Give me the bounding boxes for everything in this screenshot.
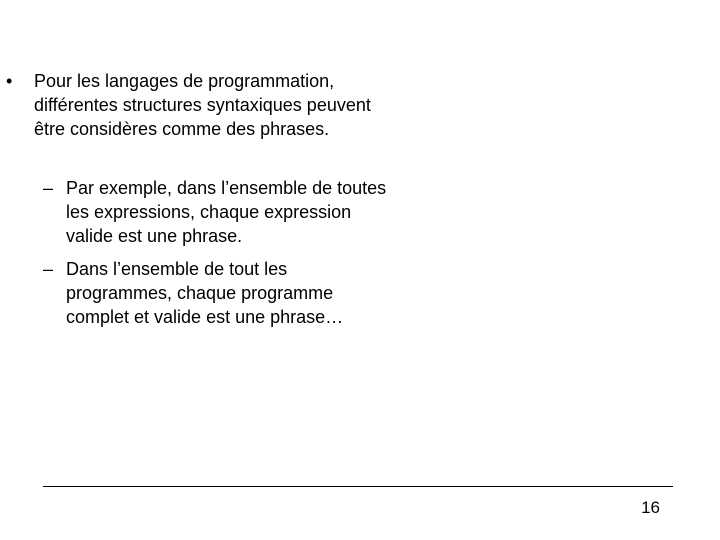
sub-bullet-marker: – — [43, 178, 54, 198]
page-number: 16 — [641, 498, 660, 517]
footer-divider — [43, 486, 673, 487]
sub-bullet-marker: – — [43, 259, 54, 279]
sub-bullet-text: Dans l’ensemble de tout les programmes, chaque programme complet et valide est une phrase… — [66, 259, 344, 327]
bullet-marker: • — [6, 71, 13, 91]
main-bullet-text: Pour les langages de programmation, différentes structures syntaxiques peuvent être considères comme des phrases. — [34, 71, 371, 139]
sub-bullet-item-2 — [43, 257, 388, 329]
sub-bullet-text: Par exemple, dans l’ensemble de toutes les expressions, chaque expression valide est une phrase. — [66, 178, 387, 246]
main-bullet-item — [6, 69, 396, 141]
sub-bullet-item-1 — [43, 176, 388, 248]
